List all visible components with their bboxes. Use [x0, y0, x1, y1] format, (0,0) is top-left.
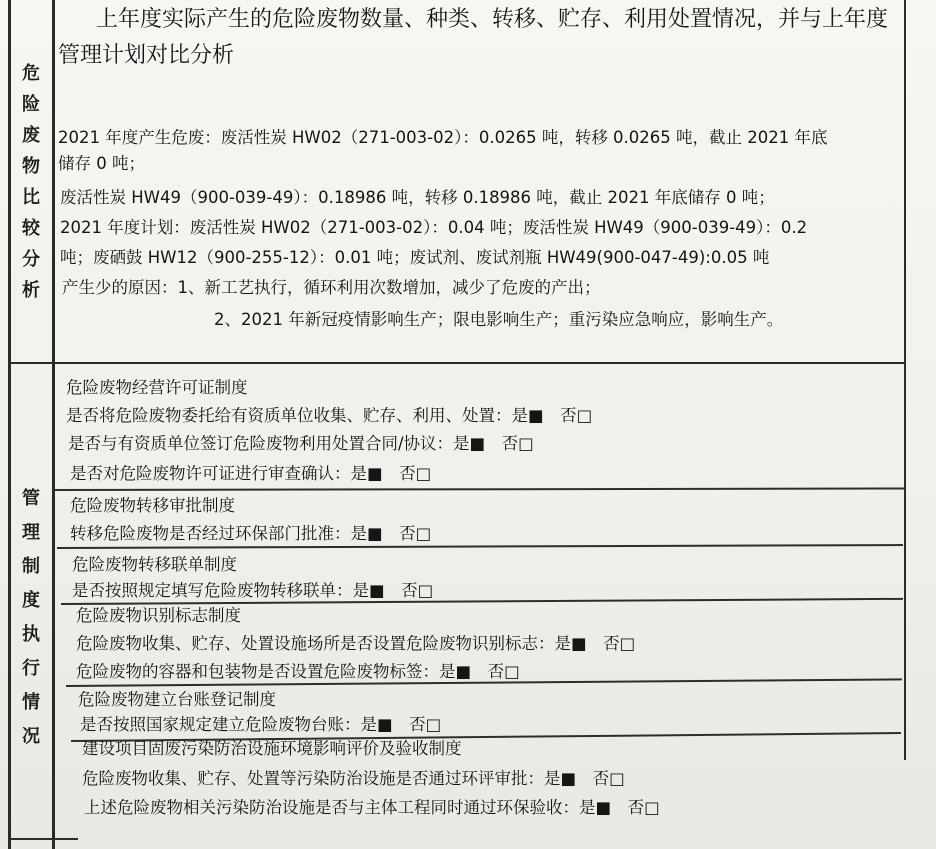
- comparison-side-label: [10, 58, 52, 306]
- eia-approval-question: 危险废物收集、贮存、处置等污染防治设施是否通过环评审批：是■ 否□: [82, 769, 625, 788]
- transfer-approval-question: 转移危险废物是否经过环保部门批准：是■ 否□: [70, 524, 432, 543]
- acceptance-question: 上述危险废物相关污染防治设施是否与主体工程同时通过环保验收：是■ 否□: [84, 798, 660, 817]
- side-label-char: 分: [22, 249, 40, 270]
- section-title-line2: 管理计划对比分析: [58, 43, 235, 68]
- permit-system-heading: 危险废物经营许可证制度: [66, 378, 248, 397]
- side-label-char: 物: [22, 156, 40, 177]
- side-label-char: 险: [22, 94, 40, 115]
- output-2021-line: 2021 年度产生危废：废活性炭 HW02（271-003-02）：0.0265 吨，转移 0.0265 吨，截止 2021 年底: [58, 128, 828, 147]
- section-divider: [10, 362, 906, 364]
- side-label-char: 情: [22, 692, 40, 713]
- side-label-char: 析: [22, 280, 40, 301]
- side-label-char: 制: [22, 556, 40, 577]
- contract-question: 是否与有资质单位签订危险废物利用处置合同/协议：是■ 否□: [68, 434, 534, 453]
- label-column-divider: [52, 0, 55, 849]
- side-label-char: 废: [22, 125, 40, 146]
- manifest-question: 是否按照规定填写危险废物转移联单：是■ 否□: [72, 581, 434, 600]
- side-label-char: 较: [22, 218, 40, 239]
- reason-line2: 2、2021 年新冠疫情影响生产；限电影响生产；重污染应急响应，影响生产。: [214, 310, 784, 329]
- management-side-label: [10, 482, 52, 754]
- side-label-char: 度: [22, 590, 40, 611]
- storage-line: 储存 0 吨；: [58, 154, 145, 173]
- entrust-question: 是否将危险废物委托给有资质单位收集、贮存、利用、处置：是■ 否□: [66, 406, 593, 425]
- row-divider: [55, 488, 905, 491]
- table-right-border: [904, 0, 906, 760]
- label-system-heading: 危险废物识别标志制度: [76, 606, 241, 625]
- table-bottom-border: [8, 838, 78, 840]
- hw49-output-line: 废活性炭 HW49（900-039-49）：0.18986 吨，转移 0.18986 吨，截止 2021 年底储存 0 吨；: [60, 188, 775, 207]
- container-label-question: 危险废物的容器和包装物是否设置危险废物标签：是■ 否□: [76, 662, 520, 681]
- manifest-heading: 危险废物转移联单制度: [72, 555, 237, 574]
- license-check-question: 是否对危险废物许可证进行审查确认：是■ 否□: [70, 464, 432, 483]
- transfer-approval-heading: 危险废物转移审批制度: [70, 496, 235, 515]
- side-label-char: 况: [22, 726, 40, 747]
- side-label-char: 管: [22, 488, 40, 509]
- side-label-char: 行: [22, 658, 40, 679]
- side-label-char: 危: [22, 63, 40, 84]
- reason-line1: 产生少的原因：1、新工艺执行，循环利用次数增加，减少了危废的产出；: [62, 278, 601, 297]
- ledger-heading: 危险废物建立台账登记制度: [78, 690, 276, 709]
- eia-heading: 建设项目固废污染防治设施环境影响评价及验收制度: [82, 739, 462, 758]
- side-label-char: 执: [22, 624, 40, 645]
- side-label-char: 理: [22, 522, 40, 543]
- ledger-question: 是否按照国家规定建立危险废物台账：是■ 否□: [80, 715, 442, 734]
- section-title-line1: 上年度实际产生的危险废物数量、种类、转移、贮存、利用处置情况，并与上年度: [96, 7, 889, 32]
- plan-2021-line-cont: 吨；废硒鼓 HW12（900-255-12）：0.01 吨；废试剂、废试剂瓶 HW49(900-047-49):0.05 吨: [60, 248, 770, 267]
- side-label-char: 比: [22, 187, 40, 208]
- row-divider: [57, 544, 903, 549]
- plan-2021-line: 2021 年度计划：废活性炭 HW02（271-003-02）：0.04 吨；废活性炭 HW49（900-039-49）：0.2: [60, 218, 808, 237]
- facility-sign-question: 危险废物收集、贮存、处置设施场所是否设置危险废物识别标志：是■ 否□: [76, 634, 636, 653]
